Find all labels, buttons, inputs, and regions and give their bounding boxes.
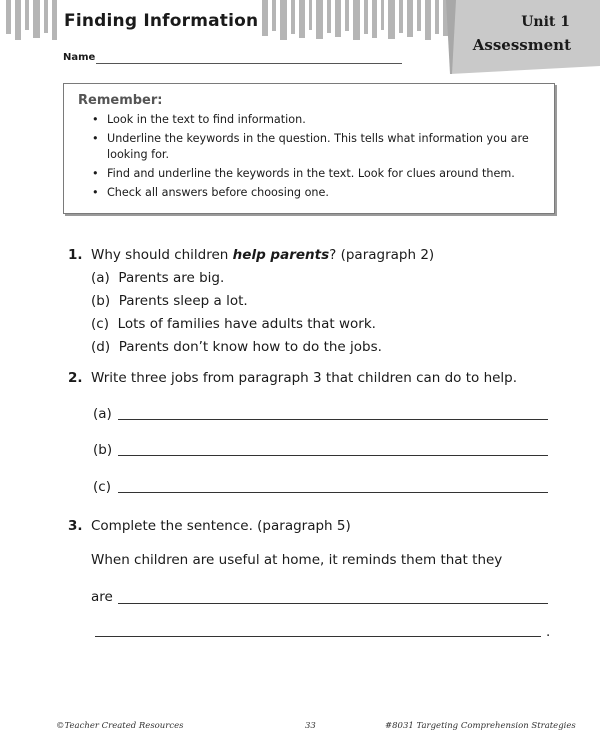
bullet-icon: • xyxy=(92,132,99,145)
footer-page-number: 33 xyxy=(305,721,316,731)
answer-line-b[interactable] xyxy=(118,455,548,456)
question-1-text: Why should children help parents? (paragraph 2) xyxy=(91,247,435,263)
question-3-number: 3. xyxy=(68,518,83,534)
footer-publisher: ©Teacher Created Resources xyxy=(56,721,184,731)
list-item: • Look in the text to find information. xyxy=(92,113,306,126)
blank-a-label: (a) xyxy=(93,406,112,422)
tips-list xyxy=(92,112,542,204)
bullet-icon: • xyxy=(92,186,99,199)
name-label: Name xyxy=(63,52,96,63)
section-label: Assessment xyxy=(472,36,571,54)
answer-line-a[interactable] xyxy=(118,419,548,420)
page-title: Finding Information xyxy=(60,11,262,31)
unit-label: Unit 1 xyxy=(521,14,570,30)
remember-heading: Remember: xyxy=(78,93,163,108)
option-b[interactable]: (b) Parents sleep a lot. xyxy=(91,293,248,309)
bullet-icon: • xyxy=(92,113,99,126)
list-item: • Find and underline the keywords in the text. Look for clues around them. xyxy=(92,167,515,180)
bullet-icon: • xyxy=(92,167,99,180)
option-d[interactable]: (d) Parents don’t know how to do the jobs. xyxy=(91,339,382,355)
question-1-number: 1. xyxy=(68,247,83,263)
question-2-text: Write three jobs from paragraph 3 that children can do to help. xyxy=(91,370,518,386)
question-3-lead: are xyxy=(91,589,113,605)
list-item: • Check all answers before choosing one. xyxy=(92,186,329,199)
option-a[interactable]: (a) Parents are big. xyxy=(91,270,225,286)
list-item: • Underline the keywords in the question. This tells what information you are looking for. xyxy=(92,132,529,161)
question-1-emphasis: help parents xyxy=(232,247,330,263)
option-c[interactable]: (c) Lots of families have adults that work. xyxy=(91,316,376,332)
question-3-text: Complete the sentence. (paragraph 5) xyxy=(91,518,351,534)
blank-c-label: (c) xyxy=(93,479,111,495)
answer-line-c[interactable] xyxy=(118,492,548,493)
question-3-prompt: When children are useful at home, it reminds them that they xyxy=(91,552,503,568)
footer-book-title: #8031 Targeting Comprehension Strategies xyxy=(385,721,576,731)
end-period: . xyxy=(546,624,551,640)
answer-line-3b[interactable] xyxy=(95,636,541,637)
answer-line-3a[interactable] xyxy=(118,603,548,604)
question-2-number: 2. xyxy=(68,370,83,386)
blank-b-label: (b) xyxy=(93,442,113,458)
name-field[interactable] xyxy=(96,63,402,64)
